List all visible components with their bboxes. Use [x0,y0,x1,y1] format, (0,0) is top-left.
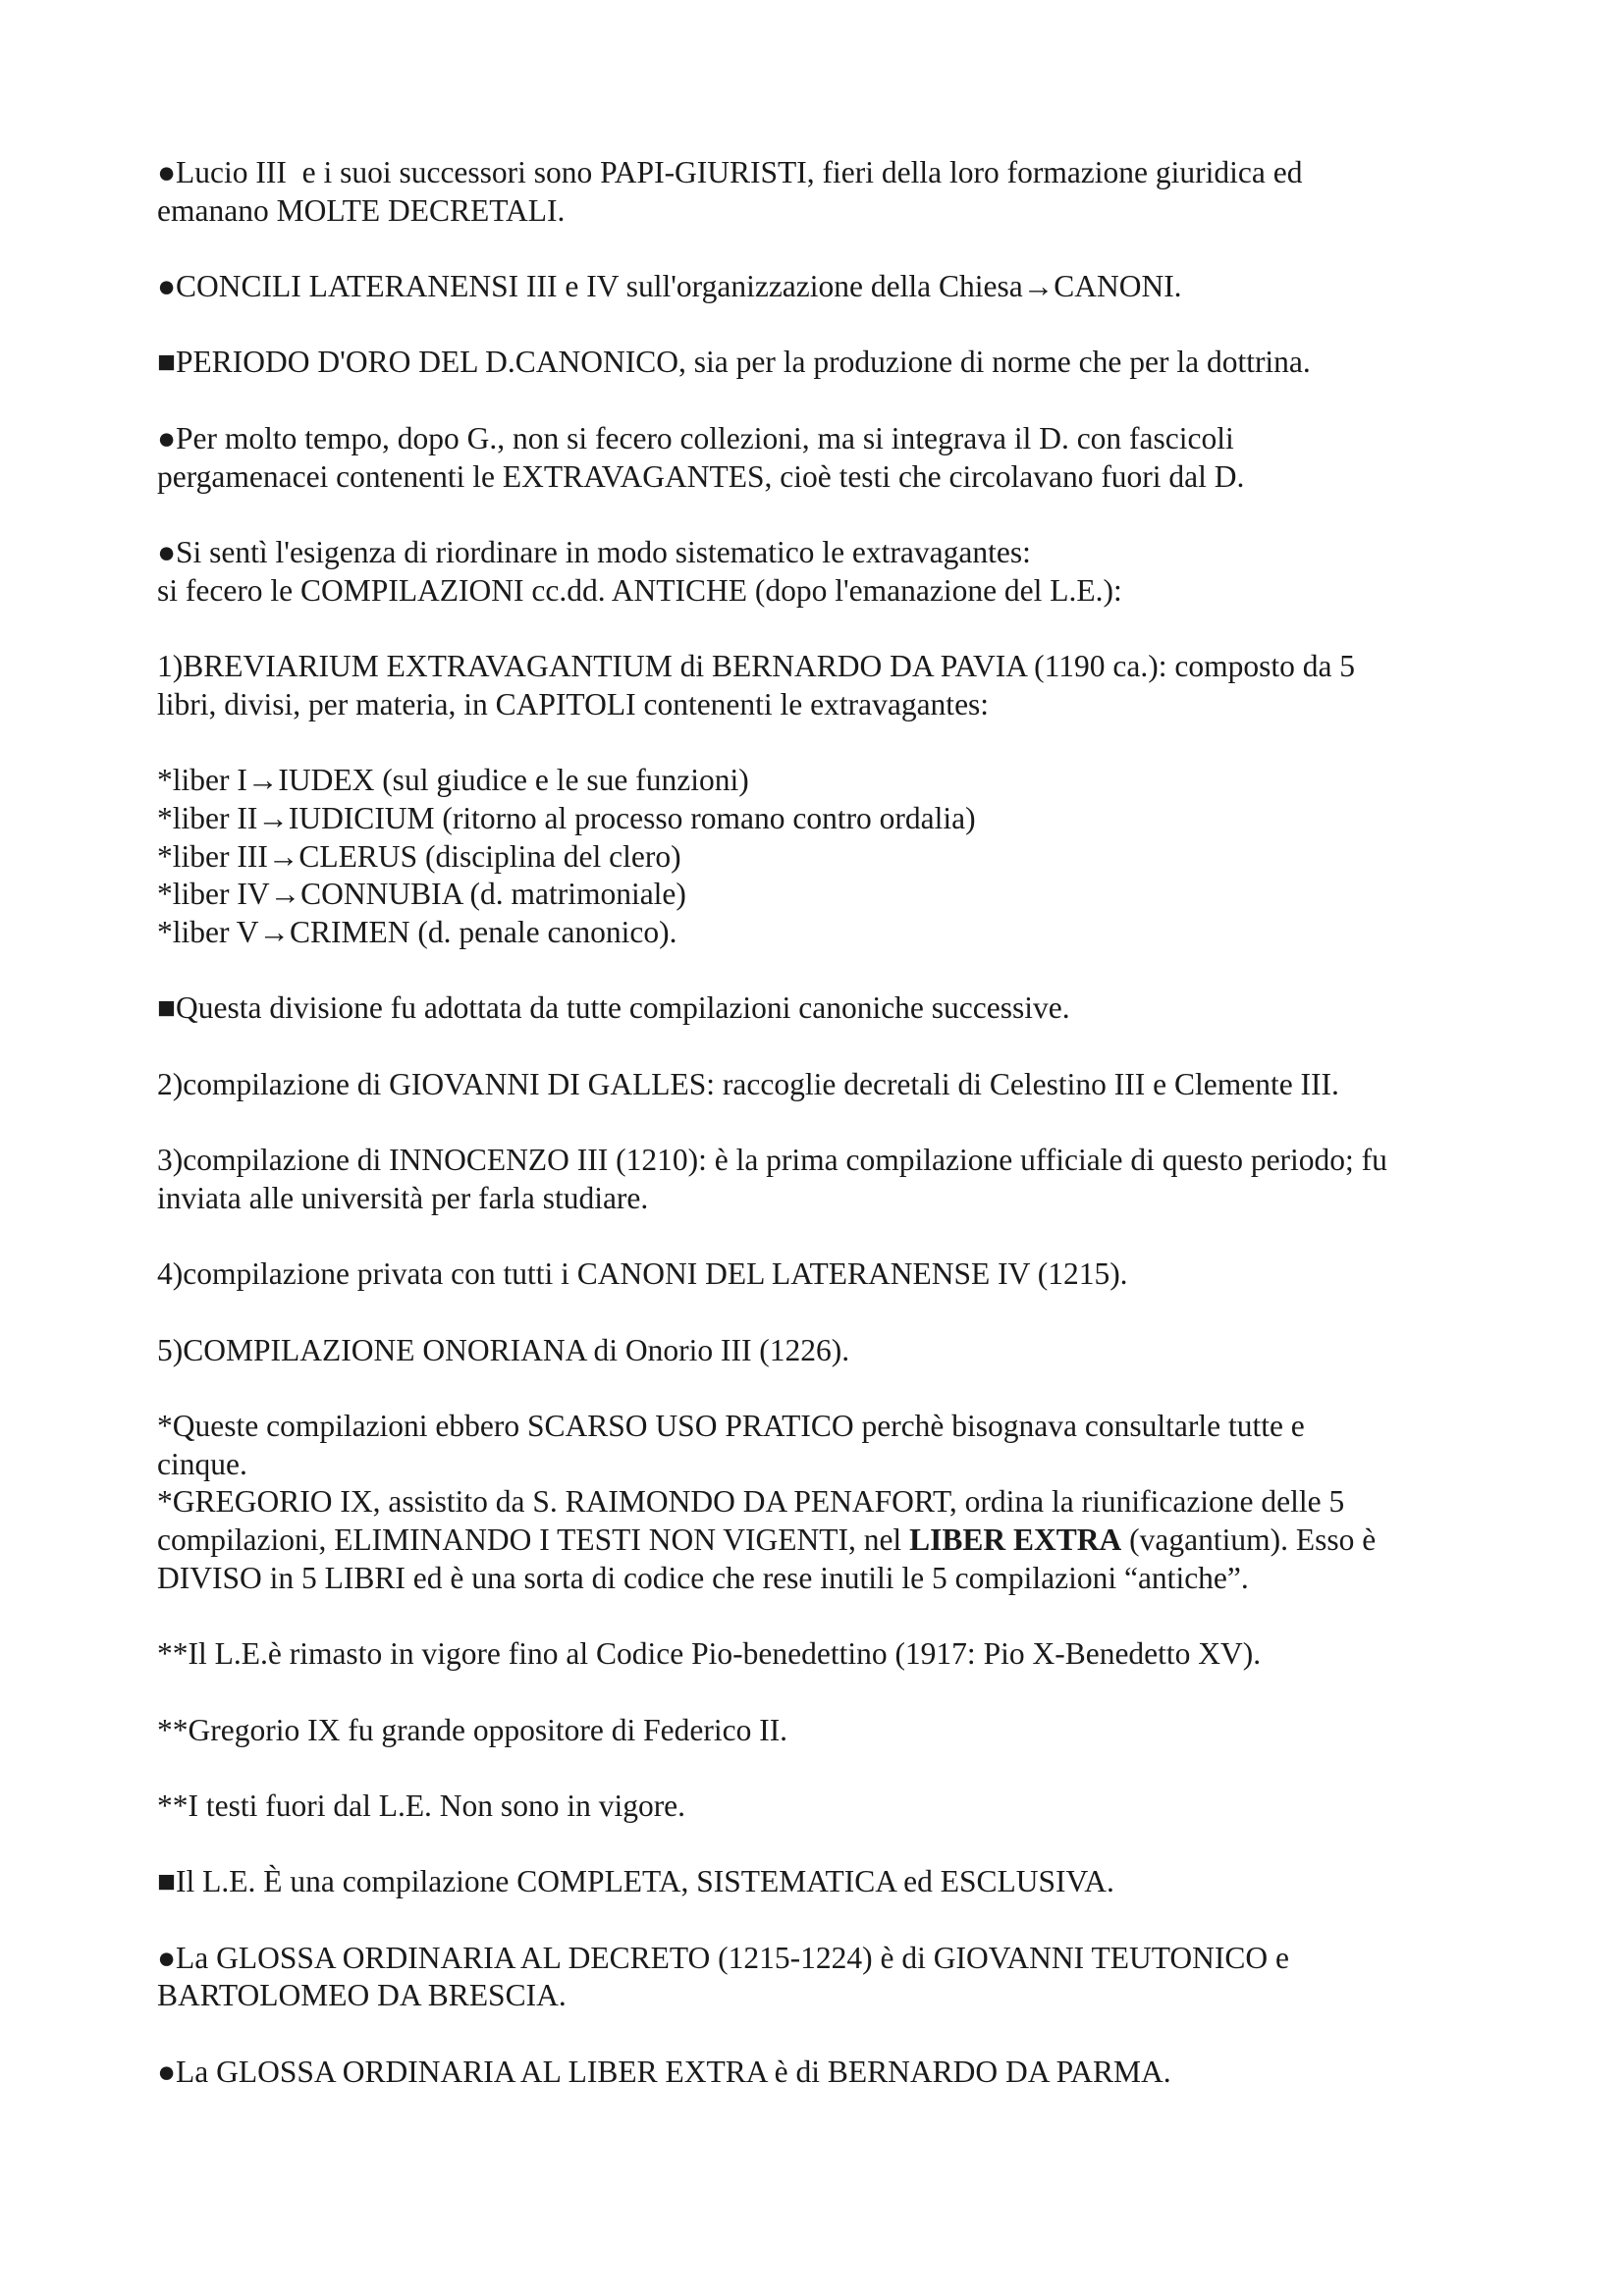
text-line: ●Lucio III e i suoi successori sono PAPI-GIURISTI, fieri della loro formazione giuridica ed [157,155,1303,189]
paragraph-glossa-decreto [157,1940,1483,2015]
paragraph-glossa-liber-extra [157,2054,1483,2092]
text-line: ●Si sentì l'esigenza di riordinare in modo sistematico le extravagantes: [157,534,1031,569]
text-line: ■Questa divisione fu adottata da tutte compilazioni canoniche successive. [157,990,1070,1026]
paragraph-lateranense-iv [157,1255,1483,1294]
text-line: ■Il L.E. È una compilazione COMPLETA, SISTEMATICA ed ESCLUSIVA. [157,1864,1114,1899]
text-line [157,1522,1483,1560]
list-item: *liber V→CRIMEN (d. penale canonico). [157,914,677,949]
text-line: 2)compilazione di GIOVANNI DI GALLES: raccoglie decretali di Celestino III e Clemente III. [157,1066,1339,1101]
list-item: *liber III→CLERUS (disciplina del clero) [157,838,681,874]
paragraph-giovanni-galles [157,1066,1483,1104]
text-line: libri, divisi, per materia, in CAPITOLI contenenti le extravagantes: [157,686,990,721]
text-line: cinque. [157,1446,247,1481]
text-segment: (vagantium). Esso è [1121,1522,1377,1558]
text-line: *Queste compilazioni ebbero SCARSO USO PRATICO perchè bisognava consultarle tutte e [157,1409,1305,1444]
text-line: ●La GLOSSA ORDINARIA AL LIBER EXTRA è di BERNARDO DA PARMA. [157,2054,1171,2089]
text-line: BARTOLOMEO DA BRESCIA. [157,1978,567,2013]
text-line: pergamenacei contenenti le EXTRAVAGANTES, cioè testi che circolavano fuori dal D. [157,458,1245,494]
liber-extra-bold: LIBER EXTRA [909,1522,1122,1558]
paragraph-compilazioni-antiche [157,534,1483,610]
list-libri [157,762,1483,952]
text-line: **Il L.E.è rimasto in vigore fino al Codice Pio-benedettino (1917: Pio X-Benedetto XV). [157,1636,1262,1672]
text-line: emanano MOLTE DECRETALI. [157,192,566,228]
paragraph-liber-extra [157,1522,1483,1597]
paragraph-compilazione-completa [157,1863,1483,1901]
text-line: 5)COMPILAZIONE ONORIANA di Onorio III (1226). [157,1332,850,1367]
list-item: *liber I→IUDEX (sul giudice e le sue funzioni) [157,763,749,798]
paragraph-gregorio-federico [157,1712,1483,1750]
paragraph-extravagantes [157,420,1483,496]
text-line: DIVISO in 5 LIBRI ed è una sorta di codice che rese inutili le 5 compilazioni “antiche”. [157,1560,1249,1595]
paragraph-testi-fuori [157,1788,1483,1826]
paragraph-breviarium [157,648,1483,723]
paragraph-onoriana [157,1332,1483,1370]
paragraph-periodo-oro [157,344,1483,382]
text-line: 3)compilazione di INNOCENZO III (1210): è la prima compilazione ufficiale di questo periodo; fu [157,1143,1387,1178]
paragraph-scarso-uso [157,1408,1483,1522]
paragraph-codice-pio-benedettino [157,1635,1483,1674]
text-line: 1)BREVIARIUM EXTRAVAGANTIUM di BERNARDO DA PAVIA (1190 ca.): composto da 5 [157,649,1356,684]
text-line: si fecero le COMPILAZIONI cc.dd. ANTICHE (dopo l'emanazione del L.E.): [157,572,1122,608]
paragraph-innocenzo [157,1142,1483,1217]
list-item: *liber IV→CONNUBIA (d. matrimoniale) [157,877,686,912]
text-line: ●CONCILI LATERANENSI III e IV sull'organizzazione della Chiesa→CANONI. [157,269,1182,304]
paragraph-concili-lateranensi [157,268,1483,306]
text-line: **Gregorio IX fu grande oppositore di Federico II. [157,1712,788,1747]
text-line: 4)compilazione privata con tutti i CANONI DEL LATERANENSE IV (1215). [157,1256,1128,1292]
text-line: **I testi fuori dal L.E. Non sono in vigore. [157,1789,686,1823]
list-item: *liber II→IUDICIUM (ritorno al processo romano contro ordalia) [157,800,976,835]
paragraph-divisione [157,989,1483,1028]
text-line: ●Per molto tempo, dopo G., non si fecero collezioni, ma si integrava il D. con fascicoli [157,420,1234,455]
document-page [157,154,1483,2129]
text-segment: compilazioni, ELIMINANDO I TESTI NON VIGENTI, nel [157,1522,910,1558]
text-line: inviata alle università per farla studiare. [157,1180,649,1215]
paragraph-papi-giuristi [157,154,1483,230]
text-line: ●La GLOSSA ORDINARIA AL DECRETO (1215-1224) è di GIOVANNI TEUTONICO e [157,1940,1289,1975]
text-line: ■PERIODO D'ORO DEL D.CANONICO, sia per la produzione di norme che per la dottrina. [157,345,1311,380]
text-line: *GREGORIO IX, assistito da S. RAIMONDO DA PENAFORT, ordina la riunificazione delle 5 [157,1484,1345,1520]
